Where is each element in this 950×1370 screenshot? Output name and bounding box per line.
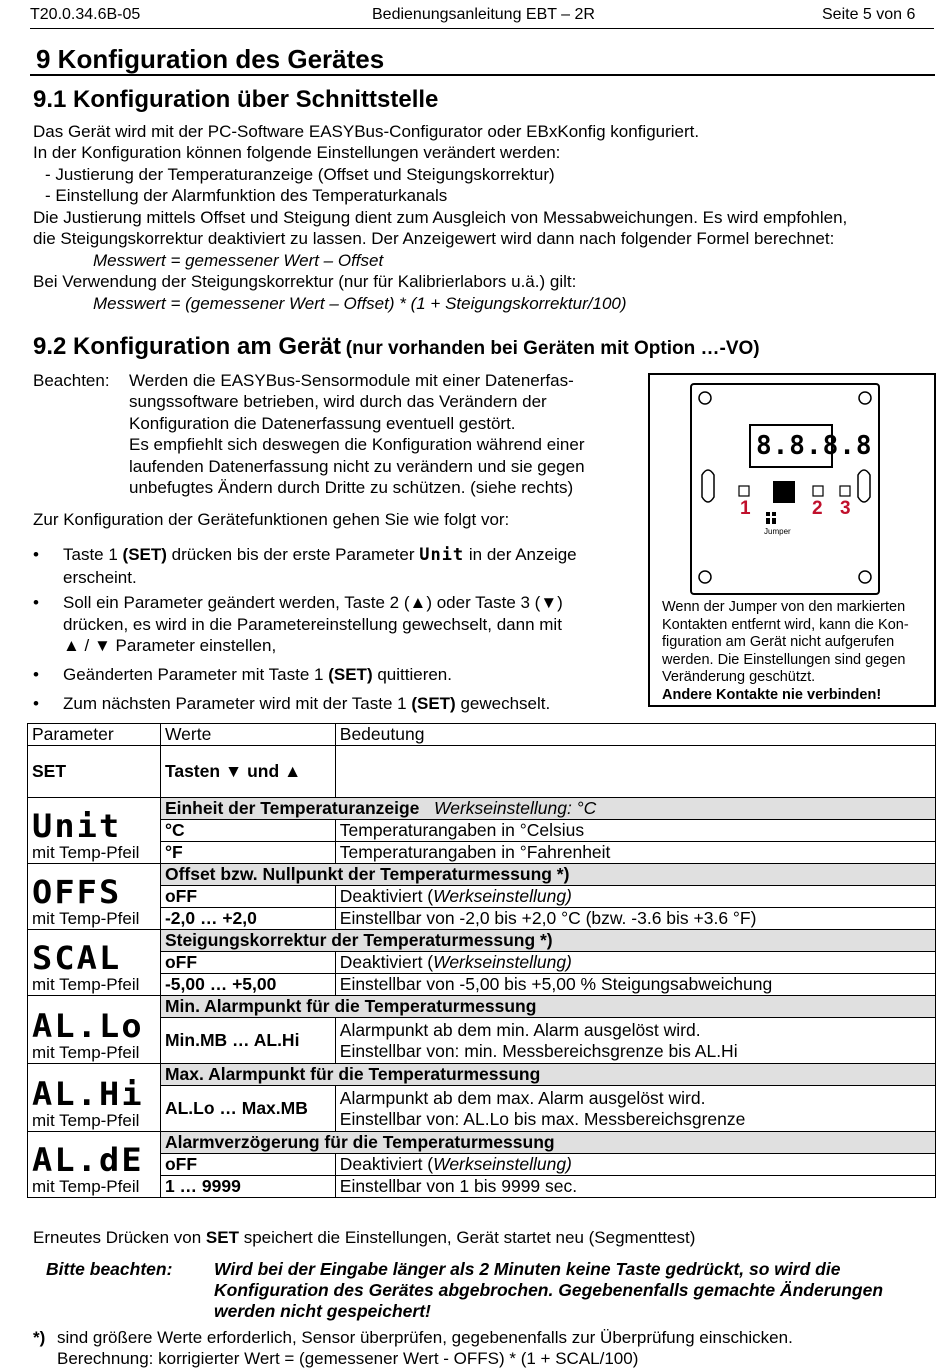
- page-number: Seite 5 von 6: [822, 6, 916, 23]
- formula-2: Messwert = (gemessener Wert – Offset) * (1 + Steigungskorrektur/100): [93, 294, 627, 313]
- config-table: [27, 723, 936, 1198]
- table-row: -5,00 … +5,00 Einstellbar von -5,00 bis +5,00 % Steigungsabweichung: [28, 974, 936, 996]
- section-9-1-title: 9.1 Konfiguration über Schnittstelle: [33, 86, 439, 113]
- segment-allo: AL.Lo: [32, 1007, 144, 1045]
- param-allo: AL.Lo mit Temp-Pfeil: [28, 996, 161, 1064]
- table-row: oFF Deaktiviert (Werkseinstellung): [28, 1154, 936, 1176]
- footnote-line-1: sind größere Werte erforderlich, Sensor überprüfen, gegebenenfalls zur Überprüfung einschicken.: [57, 1328, 793, 1347]
- segment-unit-inline: Unit: [419, 545, 465, 565]
- note-label: Bitte beachten:: [46, 1259, 173, 1279]
- doc-id: T20.0.34.6B-05: [30, 6, 141, 23]
- device-drawing: [692, 385, 878, 593]
- table-row-alhi-title: AL.Hi mit Temp-Pfeil Max. Alarmpunkt für die Temperaturmessung: [28, 1064, 936, 1086]
- device-key-2-label: 2: [812, 498, 823, 519]
- beachten-line-5: laufenden Datenerfassung nicht zu verändern und sie gegen: [129, 457, 585, 476]
- segment-alde: AL.dE: [32, 1141, 144, 1179]
- table-row: AL.Lo … Max.MB Alarmpunkt ab dem max. Alarm ausgelöst wird. Einstellbar von: AL.Lo bis max. Messbereichsgrenze: [28, 1086, 936, 1132]
- beachten-line-2: sungssoftware betrieben, wird durch das Verändern der: [129, 392, 547, 411]
- param-offs: OFFS mit Temp-Pfeil: [28, 864, 161, 930]
- s91-line-5: Die Justierung mittels Offset und Steigung dient zum Ausgleich von Messabweichungen. Es wird empfohlen,: [33, 208, 848, 227]
- col-header-bedeutung: Bedeutung: [335, 724, 935, 746]
- table-row: Min.MB … AL.Hi Alarmpunkt ab dem min. Alarm ausgelöst wird. Einstellbar von: min. Messbereichsgrenze bis AL.Hi: [28, 1018, 936, 1064]
- bullet-dot: •: [33, 545, 39, 564]
- table-row-unit-title: Unit mit Temp-Pfeil Einheit der Temperaturanzeige Werkseinstellung: °C: [28, 798, 936, 820]
- s91-line-3: - Justierung der Temperaturanzeige (Offset und Steigungskorrektur): [45, 165, 555, 184]
- bullet-dot: •: [33, 694, 39, 713]
- bullet-1: • Taste 1 (SET) drücken bis der erste Parameter Unit in der Anzeige erscheint.: [33, 545, 577, 587]
- section-9-title: 9 Konfiguration des Gerätes: [30, 42, 935, 76]
- section-9-2-heading: [33, 333, 760, 361]
- formula-1: Messwert = gemessener Wert – Offset: [93, 251, 384, 270]
- beachten-label: Beachten:: [33, 371, 110, 390]
- col-header-parameter: Parameter: [28, 724, 161, 746]
- device-figure: [648, 373, 936, 707]
- bullet-4: • Zum nächsten Parameter wird mit der Taste 1 (SET) gewechselt.: [33, 694, 551, 713]
- s91-line-1: Das Gerät wird mit der PC-Software EASYBus-Configurator oder EBxKonfig konfiguriert.: [33, 122, 700, 141]
- beachten-line-3: Konfiguration die Datenerfassung eventuell gestört.: [129, 414, 516, 433]
- segment-scal: SCAL: [32, 939, 122, 977]
- col-header-werte: Werte: [160, 724, 335, 746]
- footnote-line-2: Berechnung: korrigierter Wert = (gemessener Wert - OFFS) * (1 + SCAL/100): [57, 1349, 639, 1368]
- device-housing: [690, 383, 880, 595]
- beachten-line-1: Werden die EASYBus-Sensormodule mit einer Datenerfas-: [129, 371, 574, 390]
- table-row: oFF Deaktiviert (Werkseinstellung): [28, 952, 936, 974]
- table-header-row: [28, 724, 936, 746]
- segment-unit: Unit: [32, 807, 122, 845]
- doc-title: Bedienungsanleitung EBT – 2R: [372, 6, 595, 23]
- s91-line-6: die Steigungskorrektur deaktiviert zu lassen. Der Anzeigewert wird dann nach folgender Formel berechnet:: [33, 229, 835, 248]
- param-alde: AL.dE mit Temp-Pfeil: [28, 1132, 161, 1198]
- bullet-3: • Geänderten Parameter mit Taste 1 (SET) quittieren.: [33, 665, 452, 684]
- note-text: Wird bei der Eingabe länger als 2 Minuten keine Taste gedrückt, so wird die Konfiguration des Gerätes abgebrochen. Gegebenenfalls gemachte Änderungen werden nicht gespeichert!: [214, 1259, 884, 1321]
- beachten-line-4: Es empfiehlt sich deswegen die Konfiguration während einer: [129, 435, 585, 454]
- bullet-2: • Soll ein Parameter geändert werden, Taste 2 (▲) oder Taste 3 (▼) drücken, es wird in die Parametereinstellung gewechselt, dann mit ▲ / ▼ Parameter einstellen,: [33, 593, 563, 655]
- table-row-set: SET Tasten ▼ und ▲: [28, 746, 936, 798]
- param-scal: SCAL mit Temp-Pfeil: [28, 930, 161, 996]
- s91-line-after: Bei Verwendung der Steigungskorrektur (nur für Kalibrierlabors u.ä.) gilt:: [33, 272, 577, 291]
- s91-line-4: - Einstellung der Alarmfunktion des Temperaturkanals: [45, 186, 448, 205]
- jumper-label: Jumper: [764, 527, 791, 536]
- table-row-alde-title: AL.dE mit Temp-Pfeil Alarmverzögerung für die Temperaturmessung: [28, 1132, 936, 1154]
- param-alhi: AL.Hi mit Temp-Pfeil: [28, 1064, 161, 1132]
- device-caption-warning: Andere Kontakte nie verbinden!: [662, 686, 882, 703]
- device-display: 8.8.8.8: [756, 431, 873, 461]
- section-9-2-title: 9.2 Konfiguration am Gerät: [33, 333, 342, 360]
- device-key-1-label: 1: [740, 498, 751, 519]
- device-key-3-label: 3: [840, 498, 851, 519]
- segment-alhi: AL.Hi: [32, 1075, 144, 1113]
- device-caption: Wenn der Jumper von den markierten Kontakten entfernt wird, kann die Kon- figuration am Gerät nicht aufgerufen werden. Die Einstellungen sind gegen Veränderung geschützt. Andere Kontakte nie verbinden!: [662, 599, 932, 704]
- table-row-allo-title: AL.Lo mit Temp-Pfeil Min. Alarmpunkt für die Temperaturmessung: [28, 996, 936, 1018]
- bullet-dot: •: [33, 593, 39, 612]
- table-row-offs-title: OFFS mit Temp-Pfeil Offset bzw. Nullpunkt der Temperaturmessung *): [28, 864, 936, 886]
- segment-offs: OFFS: [32, 873, 122, 911]
- footnote-star: *): [33, 1328, 46, 1347]
- header-rule: [30, 28, 934, 29]
- config-intro: Zur Konfiguration der Gerätefunktionen gehen Sie wie folgt vor:: [33, 510, 510, 529]
- table-row: °C Temperaturangaben in °Celsius: [28, 820, 936, 842]
- table-row: 1 … 9999 Einstellbar von 1 bis 9999 sec.: [28, 1176, 936, 1198]
- table-row: -2,0 … +2,0 Einstellbar von -2,0 bis +2,0 °C (bzw. -3.6 bis +3.6 °F): [28, 908, 936, 930]
- bullet-dot: •: [33, 665, 39, 684]
- table-row: oFF Deaktiviert (Werkseinstellung): [28, 886, 936, 908]
- s91-line-2: In der Konfiguration können folgende Einstellungen verändert werden:: [33, 143, 561, 162]
- table-row: °F Temperaturangaben in °Fahrenheit: [28, 842, 936, 864]
- param-unit: Unit mit Temp-Pfeil: [28, 798, 161, 864]
- set-save-line: Erneutes Drücken von SET speichert die Einstellungen, Gerät startet neu (Segmenttest): [33, 1228, 696, 1247]
- beachten-line-6: unbefugtes Ändern durch Dritte zu schützen. (siehe rechts): [129, 478, 574, 497]
- section-9-2-suffix: (nur vorhanden bei Geräten mit Option …-VO): [345, 338, 760, 359]
- table-row-scal-title: SCAL mit Temp-Pfeil Steigungskorrektur der Temperaturmessung *): [28, 930, 936, 952]
